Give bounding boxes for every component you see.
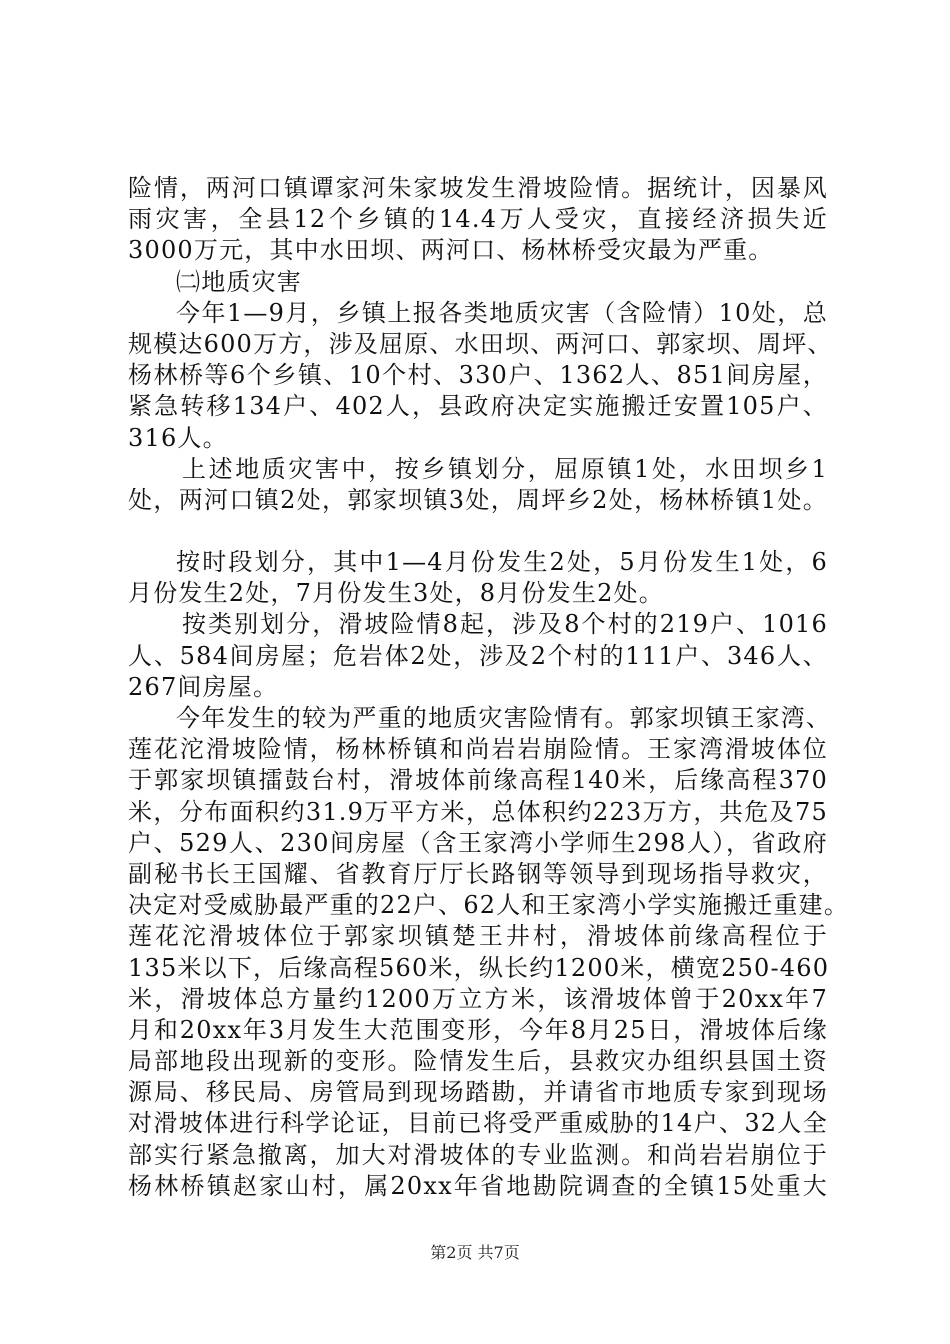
text-line: 月和20xx年3月发生大范围变形，今年8月25日，滑坡体后缘 [128,1015,828,1044]
text-line: 于郭家坝镇擂鼓台村，滑坡体前缘高程140米，后缘高程370 [128,766,828,795]
text-line: 莲花沱滑坡体位于郭家坝镇楚王井村，滑坡体前缘高程位于 [128,922,828,951]
text-line: 户、529人、230间房屋（含王家湾小学师生298人），省政府 [128,828,828,857]
text-line: 135米以下，后缘高程560米，纵长约1200米，横宽250-460 [128,953,830,982]
text-line: 副秘书长王国耀、省教育厅厅长路钢等领导到现场指导救灾， [128,859,828,888]
text-line: 险情，两河口镇谭家河朱家坡发生滑坡险情。据统计，因暴风 [128,174,828,202]
text-line: 月份发生2处，7月份发生3处，8月份发生2处。 [128,579,664,608]
text-line: 局部地段出现新的变形。险情发生后，县救灾办组织县国土资 [128,1047,828,1076]
text-line: 米，分布面积约31.9万平方米，总体积约223万方，共危及75 [128,797,828,826]
text-line: 按时段划分，其中1—4月份发生2处，5月份发生1处，6 [176,548,828,577]
page-number: 第2页 共7页 [430,1243,520,1262]
text-line: 316人。 [128,423,228,452]
page-footer [0,1243,950,1263]
text-line: 上述地质灾害中，按乡镇划分，屈原镇1处，水田坝乡1 [182,454,828,483]
text-line: 决定对受威胁最严重的22户、62人和王家湾小学实施搬迁重建。 [128,891,850,920]
section-heading: ㈡地质灾害 [176,267,302,296]
text-line: 规模达600万方，涉及屈原、水田坝、两河口、郭家坝、周坪、 [128,329,833,358]
text-line: 雨灾害，全县12个乡镇的14.4万人受灾，直接经济损失近 [128,205,828,234]
text-line: 处，两河口镇2处，郭家坝镇3处，周坪乡2处，杨林桥镇1处。 [128,485,828,514]
text-line: 莲花沱滑坡险情，杨林桥镇和尚岩岩崩险情。王家湾滑坡体位 [128,735,828,764]
text-line: 267间房屋。 [128,672,279,701]
text-line: 对滑坡体进行科学论证，目前已将受严重威胁的14户、32人全 [128,1109,828,1138]
text-line: 3000万元，其中水田坝、两河口、杨林桥受灾最为严重。 [128,236,774,265]
text-line: 紧急转移134户、402人，县政府决定实施搬迁安置105户、 [128,392,828,421]
text-line: 今年发生的较为严重的地质灾害险情有。郭家坝镇王家湾、 [176,704,832,732]
paragraph-gap [128,516,828,547]
text-line: 今年1—9月，乡镇上报各类地质灾害（含险情）10处，总 [176,298,828,327]
text-line: 杨林桥镇赵家山村，属20xx年省地勘院调查的全镇15处重大 [128,1171,828,1200]
text-line: 米，滑坡体总方量约1200万立方米，该滑坡体曾于20xx年7 [128,984,828,1013]
document-body [128,173,850,1202]
text-line: 人、584间房屋；危岩体2处，涉及2个村的111户、346人、 [128,641,828,670]
text-line: 源局、移民局、房管局到现场踏勘，并请省市地质专家到现场 [128,1078,828,1107]
text-line: 按类别划分，滑坡险情8起，涉及8个村的219户、1016 [182,610,828,639]
text-line: 杨林桥等6个乡镇、10个村、330户、1362人、851间房屋， [128,361,828,390]
text-line: 部实行紧急撤离，加大对滑坡体的专业监测。和尚岩岩崩位于 [128,1140,828,1169]
